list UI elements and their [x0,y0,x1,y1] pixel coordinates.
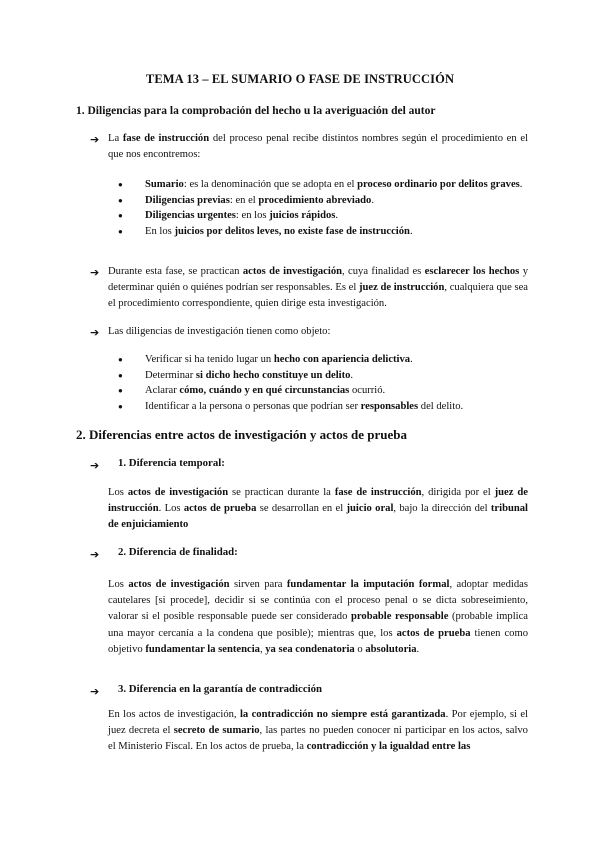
right-arrow-icon: ➔ [90,266,100,279]
objects-list [118,352,528,414]
section-1-heading: 1. Diligencias para la comprobación del hecho u la averiguación del autor [76,105,436,117]
right-arrow-icon: ➔ [90,133,100,146]
investigation-paragraph: Durante esta fase, se practican actos de investigación, cuya finalidad es esclarecer los hechos y determinar quién o quiénes podrían ser responsables. Es el juez de instrucción, cualquiera que sea el procedimiento correspondiente, quien dirige esta investigación. [108,266,528,310]
instruction-names-list [118,177,528,239]
bullet-dot-icon: ● [118,211,123,221]
purpose-difference-text: Los actos de investigación sirven para fundamentar la imputación formal, adoptar medidas cautelares [si procede], decidir si se continúa con el proceso penal o se dicta sobreseimiento, valorar si el posible responsable puede ser considerado probable responsable (probable implica una mayor cercanía a la condena que posible); mientras que, los actos de prueba tienen como objetivo fundamentar la sentencia, ya sea condenatoria o absolutoria. [108,579,528,655]
bullet-dot-icon: ● [118,401,123,411]
bullet-dot-icon: ● [118,226,123,236]
page-title: TEMA 13 – EL SUMARIO O FASE DE INSTRUCCIÓN [145,72,455,86]
list-item: ● Identificar a la persona o personas que podrían ser responsables del delito. [118,399,528,415]
bullet-dot-icon: ● [118,386,123,396]
bullet-dot-icon: ● [118,370,123,380]
list-item: ● Aclarar cómo, cuándo y en qué circunstancias ocurrió. [118,383,528,399]
contradiction-difference-text: En los actos de investigación, la contradicción no siempre está garantizada. Por ejemplo, si el juez decreta el secreto de sumario, las partes no pueden conocer ni participar en los actos, salvo el Ministerio Fiscal. En los actos de prueba, la contradicción y la igualdad entre las [108,709,528,753]
bullet-dot-icon: ● [118,355,123,364]
list-item: ● Diligencias urgentes: en los juicios rápidos. [118,208,528,224]
right-arrow-icon: ➔ [90,548,100,561]
list-item: ● Verificar si ha tenido lugar un hecho con apariencia delictiva. [118,352,528,368]
list-item: ● Determinar si dicho hecho constituye un delito. [118,368,528,384]
right-arrow-icon: ➔ [90,459,100,472]
contradiction-difference-heading: 3. Diferencia en la garantía de contradicción [118,683,323,695]
right-arrow-icon: ➔ [90,326,100,339]
bullet-dot-icon: ● [118,195,123,205]
section-2-heading: 2. Diferencias entre actos de investigación y actos de prueba [76,427,407,442]
objects-paragraph: Las diligencias de investigación tienen como objeto: [108,326,331,337]
right-arrow-icon: ➔ [90,685,100,698]
temporal-difference-heading: 1. Diferencia temporal: [118,457,225,469]
list-item: ● En los juicios por delitos leves, no existe fase de instrucción. [118,224,528,240]
intro-paragraph: La fase de instrucción del proceso penal recibe distintos nombres según el procedimiento en el que nos encontremos: [108,133,529,161]
bullet-dot-icon: ● [118,180,123,189]
purpose-difference-heading: 2. Diferencia de finalidad: [118,546,238,558]
list-item: ● Diligencias previas: en el procedimiento abreviado. [118,193,528,209]
temporal-difference-text: Los actos de investigación se practican durante la fase de instrucción, dirigida por el juez de instrucción. Los actos de prueba se desarrollan en el juicio oral, bajo la dirección del tribunal de enjuiciamiento [108,487,528,531]
list-item: ● Sumario: es la denominación que se adopta en el proceso ordinario por delitos graves. [118,177,528,193]
